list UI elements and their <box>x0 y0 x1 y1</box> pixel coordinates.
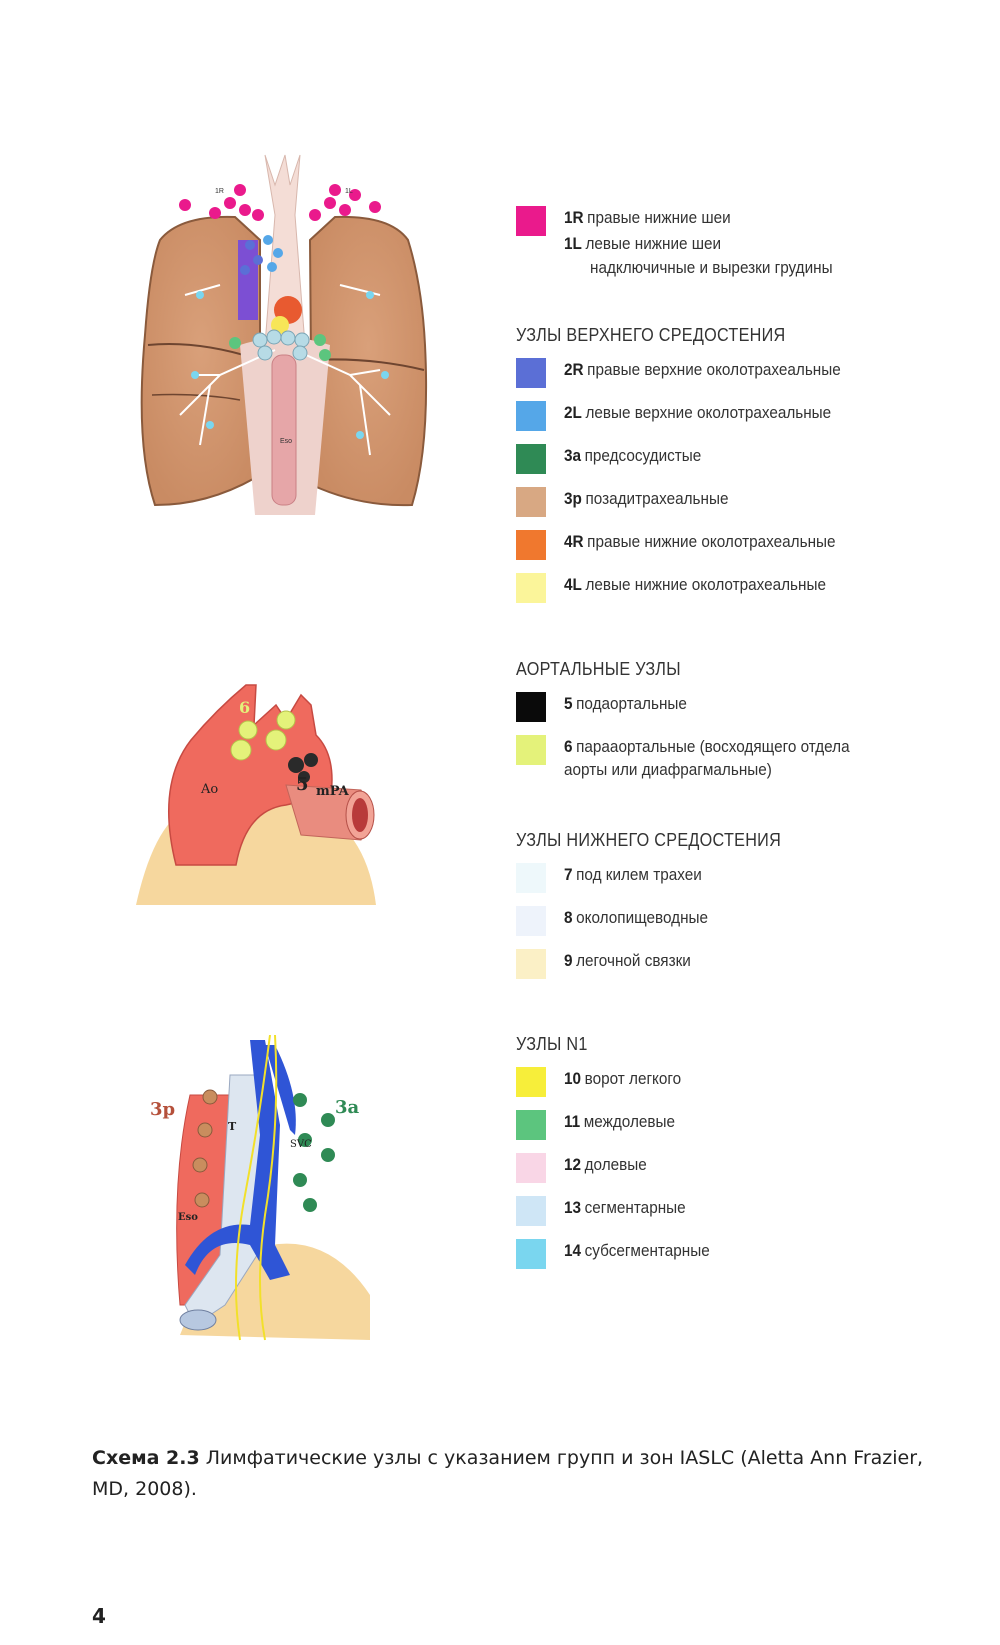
legend-swatch-14 <box>516 1239 546 1269</box>
legend-heading-lower: УЗЛЫ НИЖНЕГО СРЕДОСТЕНИЯ <box>516 830 782 850</box>
legend-text: субсегментарные <box>584 1241 710 1260</box>
legend-text: правые верхние околотрахеальные <box>587 360 841 379</box>
legend-swatch-10 <box>516 1067 546 1097</box>
legend-text: левые верхние околотрахеальные <box>585 403 832 422</box>
legend-swatch-2l <box>516 401 546 431</box>
legend-text-cont: аорты или диафрагмальные) <box>564 760 772 779</box>
caption-text: Лимфатические узлы с указанием групп и зон IASLC (Aletta Ann Frazier, MD, 2008). <box>92 1447 924 1500</box>
legend-code: 13 <box>564 1198 582 1217</box>
label-3p: 3p <box>150 1099 176 1120</box>
label-mpa: mPA <box>316 784 349 799</box>
legend-code: 12 <box>564 1155 582 1174</box>
legend-swatch-5 <box>516 692 546 722</box>
legend-text: позадитрахеальные <box>585 489 729 508</box>
legend-swatch-1 <box>516 206 546 236</box>
legend-swatch-4l <box>516 573 546 603</box>
legend-swatch-3a <box>516 444 546 474</box>
legend-swatch-9 <box>516 949 546 979</box>
legend-heading-aortic: АОРТАЛЬНЫЕ УЗЛЫ <box>516 659 681 679</box>
legend-swatch-11 <box>516 1110 546 1140</box>
legend-text: легочной связки <box>576 951 691 970</box>
legend-code: 3p <box>564 489 582 508</box>
legend-swatch-7 <box>516 863 546 893</box>
legend-text: предсосудистые <box>584 446 702 465</box>
legend-text-1l: левые нижние шеи <box>585 234 722 253</box>
legend-swatch-4r <box>516 530 546 560</box>
legend-swatch-13 <box>516 1196 546 1226</box>
legend-code: 14 <box>564 1241 582 1260</box>
lungs-lymph-node-diagram <box>140 145 430 535</box>
label-5: 5 <box>296 774 309 795</box>
legend-code: 5 <box>564 694 573 713</box>
label-t: T <box>228 1120 237 1133</box>
legend-code: 2R <box>564 360 584 379</box>
legend-text-1-extra: надключичные и вырезки грудины <box>590 258 833 277</box>
legend-text: околопищеводные <box>576 908 709 927</box>
legend-text: ворот легкого <box>584 1069 682 1088</box>
legend-code-1l: 1L <box>564 234 582 253</box>
legend-text: междолевые <box>583 1112 676 1131</box>
label-svc: SVC <box>290 1139 312 1150</box>
legend-text: правые нижние околотрахеальные <box>587 532 836 551</box>
legend-code: 11 <box>564 1112 581 1131</box>
legend-heading-upper: УЗЛЫ ВЕРХНЕГО СРЕДОСТЕНИЯ <box>516 325 786 345</box>
legend-text: сегментарные <box>584 1198 686 1217</box>
legend-code: 7 <box>564 865 573 884</box>
legend-text: левые нижние околотрахеальные <box>585 575 826 594</box>
legend-text: долевые <box>584 1155 647 1174</box>
label-ao: Ao <box>201 782 219 797</box>
legend-code: 10 <box>564 1069 582 1088</box>
label-1l: 1L <box>345 188 353 195</box>
label-1r: 1R <box>215 188 224 195</box>
label-6: 6 <box>239 698 251 717</box>
page-number: 4 <box>92 1604 106 1628</box>
legend-text: под килем трахеи <box>576 865 702 884</box>
legend-text: подаортальные <box>576 694 687 713</box>
legend-text: парааортальные (восходящего отдела <box>576 737 850 756</box>
legend-heading-n1: УЗЛЫ N1 <box>516 1034 588 1054</box>
legend-swatch-8 <box>516 906 546 936</box>
legend-swatch-6 <box>516 735 546 765</box>
legend-code: 2L <box>564 403 582 422</box>
legend-swatch-12 <box>516 1153 546 1183</box>
legend-swatch-2r <box>516 358 546 388</box>
legend-code: 6 <box>564 737 573 756</box>
label-eso: Eso <box>280 438 293 445</box>
legend-code: 8 <box>564 908 573 927</box>
legend-code: 9 <box>564 951 573 970</box>
label-eso: Eso <box>178 1212 198 1223</box>
legend-text-1r: правые нижние шеи <box>587 208 731 227</box>
figure-caption <box>92 1443 942 1505</box>
legend-code: 4R <box>564 532 584 551</box>
legend-code: 4L <box>564 575 582 594</box>
aorta-lymph-node-diagram <box>136 665 386 915</box>
legend-code: 3a <box>564 446 582 465</box>
caption-label: Схема 2.3 <box>92 1447 200 1469</box>
legend-code-1r: 1R <box>564 208 584 227</box>
mediastinum-lymph-node-diagram <box>150 1035 380 1345</box>
label-3a: 3a <box>335 1097 360 1118</box>
legend-swatch-3p <box>516 487 546 517</box>
